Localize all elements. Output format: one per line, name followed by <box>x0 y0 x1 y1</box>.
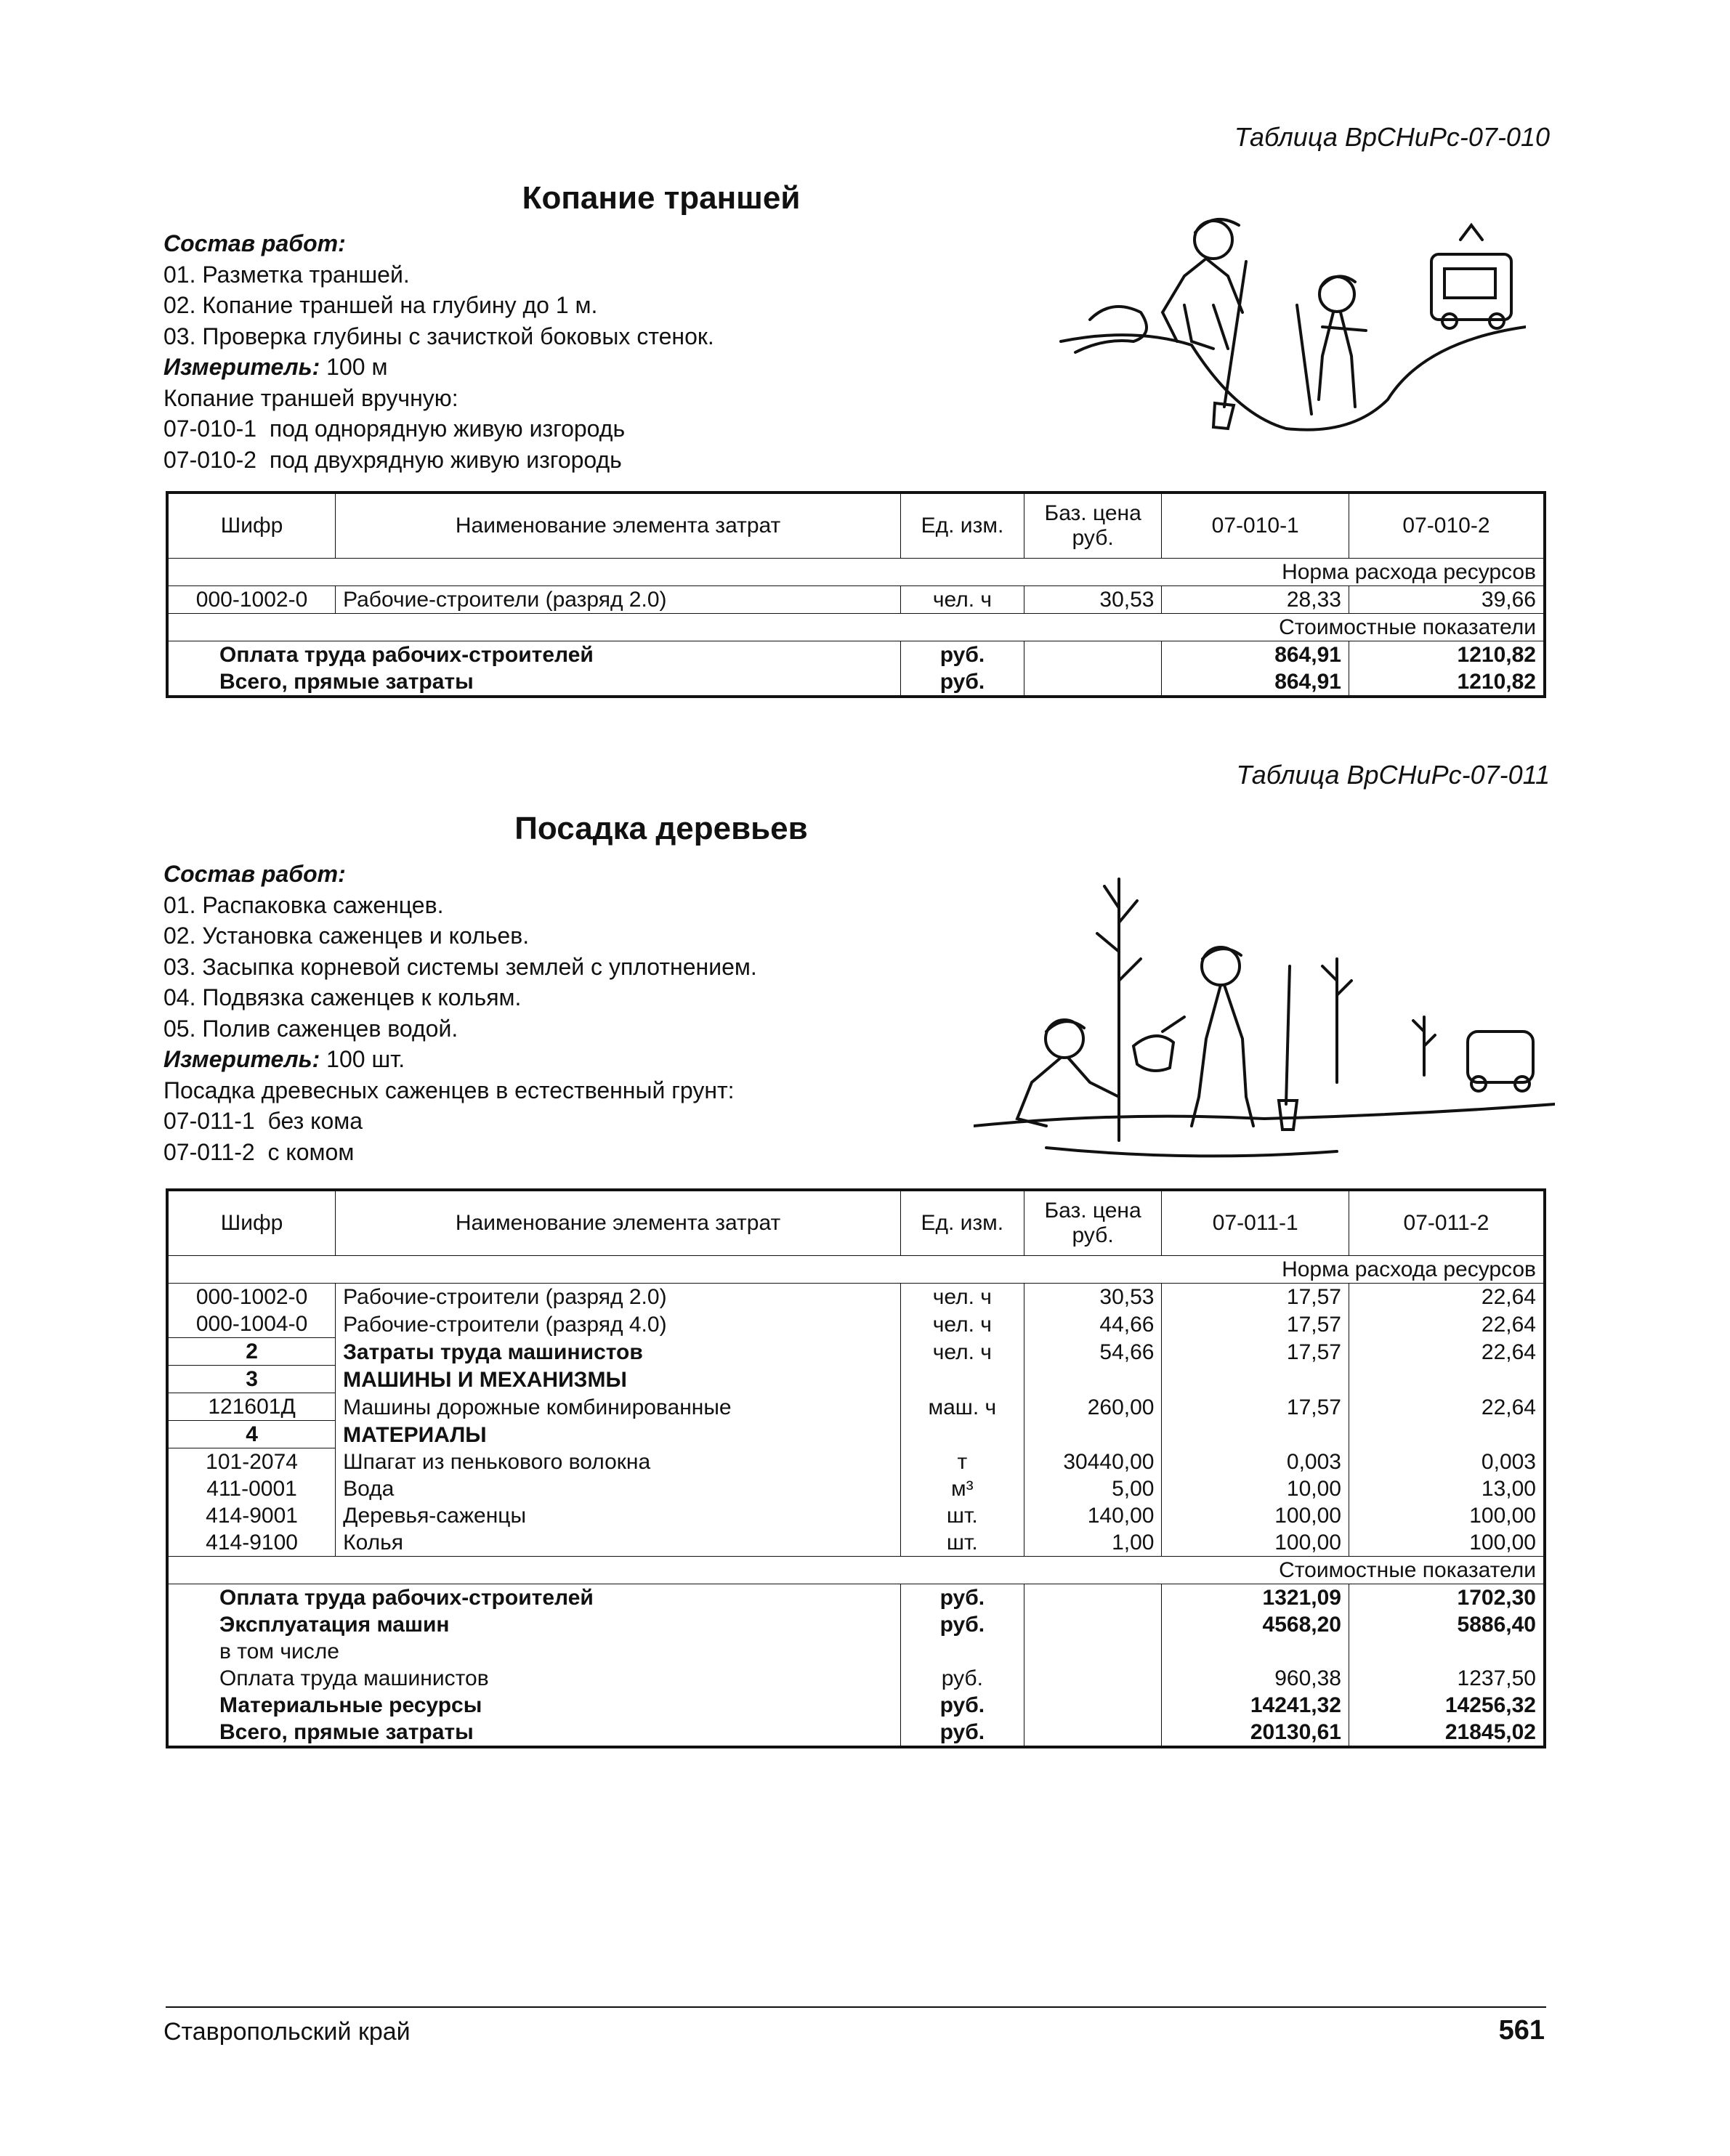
cell-value-1: 17,57 <box>1162 1284 1349 1311</box>
description-text: Копание траншей вручную: <box>163 384 458 411</box>
description-line <box>163 352 714 383</box>
cell-name: Колья <box>336 1529 901 1557</box>
description-line <box>163 1106 757 1137</box>
cell-value-2: 100,00 <box>1349 1502 1545 1529</box>
total-unit: руб. <box>901 1719 1024 1747</box>
cell-price: 44,66 <box>1024 1310 1162 1338</box>
cell-value-1: 28,33 <box>1162 586 1349 614</box>
footer-divider <box>166 2006 1546 2008</box>
table-row <box>167 1529 1545 1557</box>
tree-planting-illustration <box>974 864 1555 1177</box>
total-price-empty <box>1024 641 1162 669</box>
cell-unit <box>901 1366 1024 1393</box>
cell-price: 260,00 <box>1024 1393 1162 1421</box>
cell-name: Вода <box>336 1475 901 1502</box>
cell-unit: шт. <box>901 1529 1024 1557</box>
description-line <box>163 920 757 952</box>
table-row <box>167 1310 1545 1338</box>
header-code: Шифр <box>167 493 336 559</box>
work-description-2 <box>163 859 757 1167</box>
total-value-2: 1237,50 <box>1349 1665 1545 1692</box>
table-row <box>167 1502 1545 1529</box>
cell-unit: чел. ч <box>901 586 1024 614</box>
cell-price <box>1024 1366 1162 1393</box>
cell-code: 000-1004-0 <box>167 1310 336 1338</box>
cell-name: Деревья-саженцы <box>336 1502 901 1529</box>
table-reference-2: Таблица ВрСНиРс-07-011 <box>1236 760 1550 790</box>
total-row <box>167 1719 1545 1747</box>
cell-value-1 <box>1162 1421 1349 1448</box>
description-text: 02. Установка саженцев и кольев. <box>163 923 530 949</box>
cell-value-2: 39,66 <box>1349 586 1545 614</box>
total-value-2: 14256,32 <box>1349 1692 1545 1719</box>
total-value-1: 960,38 <box>1162 1665 1349 1692</box>
band-cost-label: Стоимостные показатели <box>167 614 1545 641</box>
description-text: 100 шт. <box>320 1046 405 1072</box>
cell-value-2: 22,64 <box>1349 1393 1545 1421</box>
description-line <box>163 1075 757 1106</box>
band-row-norm <box>167 559 1545 586</box>
cell-value-2: 22,64 <box>1349 1310 1545 1338</box>
cell-code: 411-0001 <box>167 1475 336 1502</box>
total-price-empty <box>1024 1611 1162 1638</box>
table-header-row <box>167 1190 1545 1256</box>
total-name: Оплата труда машинистов <box>167 1665 901 1692</box>
total-value-2: 1210,82 <box>1349 668 1545 697</box>
total-unit: руб. <box>901 641 1024 669</box>
cell-value-1: 17,57 <box>1162 1338 1349 1366</box>
cell-unit: чел. ч <box>901 1310 1024 1338</box>
total-unit: руб. <box>901 1665 1024 1692</box>
description-line <box>163 1137 757 1168</box>
total-row <box>167 1692 1545 1719</box>
cell-code: 000-1002-0 <box>167 1284 336 1311</box>
cell-name: Рабочие-строители (разряд 2.0) <box>336 1284 901 1311</box>
footer-region: Ставропольский край <box>163 2018 411 2046</box>
table-row <box>167 586 1545 614</box>
cell-name: Затраты труда машинистов <box>336 1338 901 1366</box>
description-label: Измеритель: <box>163 354 320 380</box>
resource-table-2 <box>166 1188 1546 1748</box>
total-unit: руб. <box>901 668 1024 697</box>
total-value-1: 864,91 <box>1162 641 1349 669</box>
table-row <box>167 1284 1545 1311</box>
total-value-2 <box>1349 1638 1545 1665</box>
band-norm-label: Норма расхода ресурсов <box>167 559 1545 586</box>
band-cost-label: Стоимостные показатели <box>167 1557 1545 1584</box>
cell-value-1: 10,00 <box>1162 1475 1349 1502</box>
total-value-1 <box>1162 1638 1349 1665</box>
total-name: Оплата труда рабочих-строителей <box>167 641 901 669</box>
cell-unit <box>901 1421 1024 1448</box>
total-value-1: 14241,32 <box>1162 1692 1349 1719</box>
header-col1: 07-010-1 <box>1162 493 1349 559</box>
description-text: 100 м <box>320 354 388 380</box>
header-name: Наименование элемента затрат <box>336 1190 901 1256</box>
description-text: 05. Полив саженцев водой. <box>163 1015 458 1042</box>
cell-unit: т <box>901 1448 1024 1476</box>
cell-value-1: 0,003 <box>1162 1448 1349 1476</box>
description-line <box>163 1013 757 1045</box>
work-description-1 <box>163 228 714 475</box>
cell-price: 30,53 <box>1024 1284 1162 1311</box>
header-price: Баз. цена руб. <box>1024 1190 1162 1256</box>
header-col1: 07-011-1 <box>1162 1190 1349 1256</box>
description-line <box>163 445 714 476</box>
table-reference-1: Таблица ВрСНиРс-07-010 <box>1234 122 1550 152</box>
header-name: Наименование элемента затрат <box>336 493 901 559</box>
total-value-2: 21845,02 <box>1349 1719 1545 1747</box>
description-text: 01. Распаковка саженцев. <box>163 891 444 918</box>
total-value-1: 20130,61 <box>1162 1719 1349 1747</box>
total-price-empty <box>1024 1719 1162 1747</box>
cell-value-1: 100,00 <box>1162 1529 1349 1557</box>
cell-unit: чел. ч <box>901 1338 1024 1366</box>
band-row-cost <box>167 614 1545 641</box>
band-row-cost <box>167 1557 1545 1584</box>
cell-unit: шт. <box>901 1502 1024 1529</box>
cell-value-1: 17,57 <box>1162 1310 1349 1338</box>
table-row <box>167 1448 1545 1476</box>
trench-digging-illustration <box>1046 196 1526 458</box>
total-price-empty <box>1024 668 1162 697</box>
cell-name: Рабочие-строители (разряд 2.0) <box>336 586 901 614</box>
total-row <box>167 1584 1545 1612</box>
total-unit: руб. <box>901 1584 1024 1612</box>
description-label: Состав работ: <box>163 230 346 256</box>
total-name: Всего, прямые затраты <box>167 668 901 697</box>
total-value-1: 864,91 <box>1162 668 1349 697</box>
cell-code: 3 <box>167 1366 336 1393</box>
cell-code: 2 <box>167 1338 336 1366</box>
cell-value-2 <box>1349 1421 1545 1448</box>
header-col2: 07-011-2 <box>1349 1190 1545 1256</box>
description-text: 01. Разметка траншей. <box>163 261 410 288</box>
header-unit: Ед. изм. <box>901 493 1024 559</box>
cell-value-2: 13,00 <box>1349 1475 1545 1502</box>
cell-value-2: 100,00 <box>1349 1529 1545 1557</box>
total-row <box>167 1665 1545 1692</box>
cell-name: МАТЕРИАЛЫ <box>336 1421 901 1448</box>
cell-value-2: 0,003 <box>1349 1448 1545 1476</box>
total-value-2: 5886,40 <box>1349 1611 1545 1638</box>
total-row <box>167 668 1545 697</box>
band-norm-label: Норма расхода ресурсов <box>167 1256 1545 1284</box>
cell-code: 000-1002-0 <box>167 586 336 614</box>
cell-price: 30440,00 <box>1024 1448 1162 1476</box>
total-name: Всего, прямые затраты <box>167 1719 901 1747</box>
header-price: Баз. цена руб. <box>1024 493 1162 559</box>
total-value-1: 1321,09 <box>1162 1584 1349 1612</box>
resource-table-1 <box>166 491 1546 698</box>
total-row <box>167 641 1545 669</box>
description-line <box>163 259 714 291</box>
cell-unit: маш. ч <box>901 1393 1024 1421</box>
description-line <box>163 890 757 921</box>
table-row <box>167 1338 1545 1366</box>
total-unit: руб. <box>901 1611 1024 1638</box>
cell-value-1: 100,00 <box>1162 1502 1349 1529</box>
description-line <box>163 290 714 321</box>
total-price-empty <box>1024 1584 1162 1612</box>
description-label: Состав работ: <box>163 861 346 887</box>
cell-price: 54,66 <box>1024 1338 1162 1366</box>
description-line <box>163 413 714 445</box>
total-row <box>167 1611 1545 1638</box>
description-text: 07-011-1 без кома <box>163 1108 363 1134</box>
page-number: 561 <box>1498 2015 1545 2046</box>
description-text: 07-010-1 под однорядную живую изгородь <box>163 416 626 442</box>
table-header-row <box>167 493 1545 559</box>
cell-name: Шпагат из пенькового волокна <box>336 1448 901 1476</box>
table-row <box>167 1421 1545 1448</box>
cell-value-1: 17,57 <box>1162 1393 1349 1421</box>
cell-name: МАШИНЫ И МЕХАНИЗМЫ <box>336 1366 901 1393</box>
total-name: Материальные ресурсы <box>167 1692 901 1719</box>
table-row <box>167 1475 1545 1502</box>
cell-value-2: 22,64 <box>1349 1284 1545 1311</box>
cell-unit: м³ <box>901 1475 1024 1502</box>
header-code: Шифр <box>167 1190 336 1256</box>
total-value-1: 4568,20 <box>1162 1611 1349 1638</box>
cell-code: 101-2074 <box>167 1448 336 1476</box>
cell-price: 5,00 <box>1024 1475 1162 1502</box>
cell-value-2: 22,64 <box>1349 1338 1545 1366</box>
description-text: 03. Проверка глубины с зачисткой боковых стенок. <box>163 323 714 349</box>
section-title-1: Копание траншей <box>522 180 801 216</box>
cell-code: 414-9100 <box>167 1529 336 1557</box>
total-price-empty <box>1024 1665 1162 1692</box>
table-row <box>167 1393 1545 1421</box>
cell-value-2 <box>1349 1366 1545 1393</box>
cell-price <box>1024 1421 1162 1448</box>
description-text: 03. Засыпка корневой системы землей с уплотнением. <box>163 953 757 980</box>
total-price-empty <box>1024 1692 1162 1719</box>
description-line <box>163 982 757 1013</box>
total-price-empty <box>1024 1638 1162 1665</box>
description-text: Посадка древесных саженцев в естественный грунт: <box>163 1077 735 1103</box>
cell-price: 1,00 <box>1024 1529 1162 1557</box>
description-text: 07-011-2 с комом <box>163 1138 355 1165</box>
cell-unit: чел. ч <box>901 1284 1024 1311</box>
description-line <box>163 1044 757 1075</box>
description-text: 04. Подвязка саженцев к кольям. <box>163 984 522 1010</box>
total-value-2: 1702,30 <box>1349 1584 1545 1612</box>
total-name: Эксплуатация машин <box>167 1611 901 1638</box>
total-name: Оплата труда рабочих-строителей <box>167 1584 901 1612</box>
description-text: 02. Копание траншей на глубину до 1 м. <box>163 292 598 318</box>
description-line <box>163 859 757 890</box>
cell-code: 121601Д <box>167 1393 336 1421</box>
cell-name: Машины дорожные комбинированные <box>336 1393 901 1421</box>
description-line <box>163 228 714 259</box>
description-line <box>163 952 757 983</box>
description-text: 07-010-2 под двухрядную живую изгородь <box>163 446 622 473</box>
cell-name: Рабочие-строители (разряд 4.0) <box>336 1310 901 1338</box>
cell-value-1 <box>1162 1366 1349 1393</box>
description-line <box>163 383 714 414</box>
total-value-2: 1210,82 <box>1349 641 1545 669</box>
total-unit: руб. <box>901 1692 1024 1719</box>
cell-price: 30,53 <box>1024 586 1162 614</box>
band-row-norm <box>167 1256 1545 1284</box>
description-label: Измеритель: <box>163 1046 320 1072</box>
table-row <box>167 1366 1545 1393</box>
header-col2: 07-010-2 <box>1349 493 1545 559</box>
total-name: в том числе <box>167 1638 901 1665</box>
section-title-2: Посадка деревьев <box>514 811 808 846</box>
total-row <box>167 1638 1545 1665</box>
cell-price: 140,00 <box>1024 1502 1162 1529</box>
cell-code: 4 <box>167 1421 336 1448</box>
description-line <box>163 321 714 352</box>
cell-code: 414-9001 <box>167 1502 336 1529</box>
total-unit <box>901 1638 1024 1665</box>
header-unit: Ед. изм. <box>901 1190 1024 1256</box>
